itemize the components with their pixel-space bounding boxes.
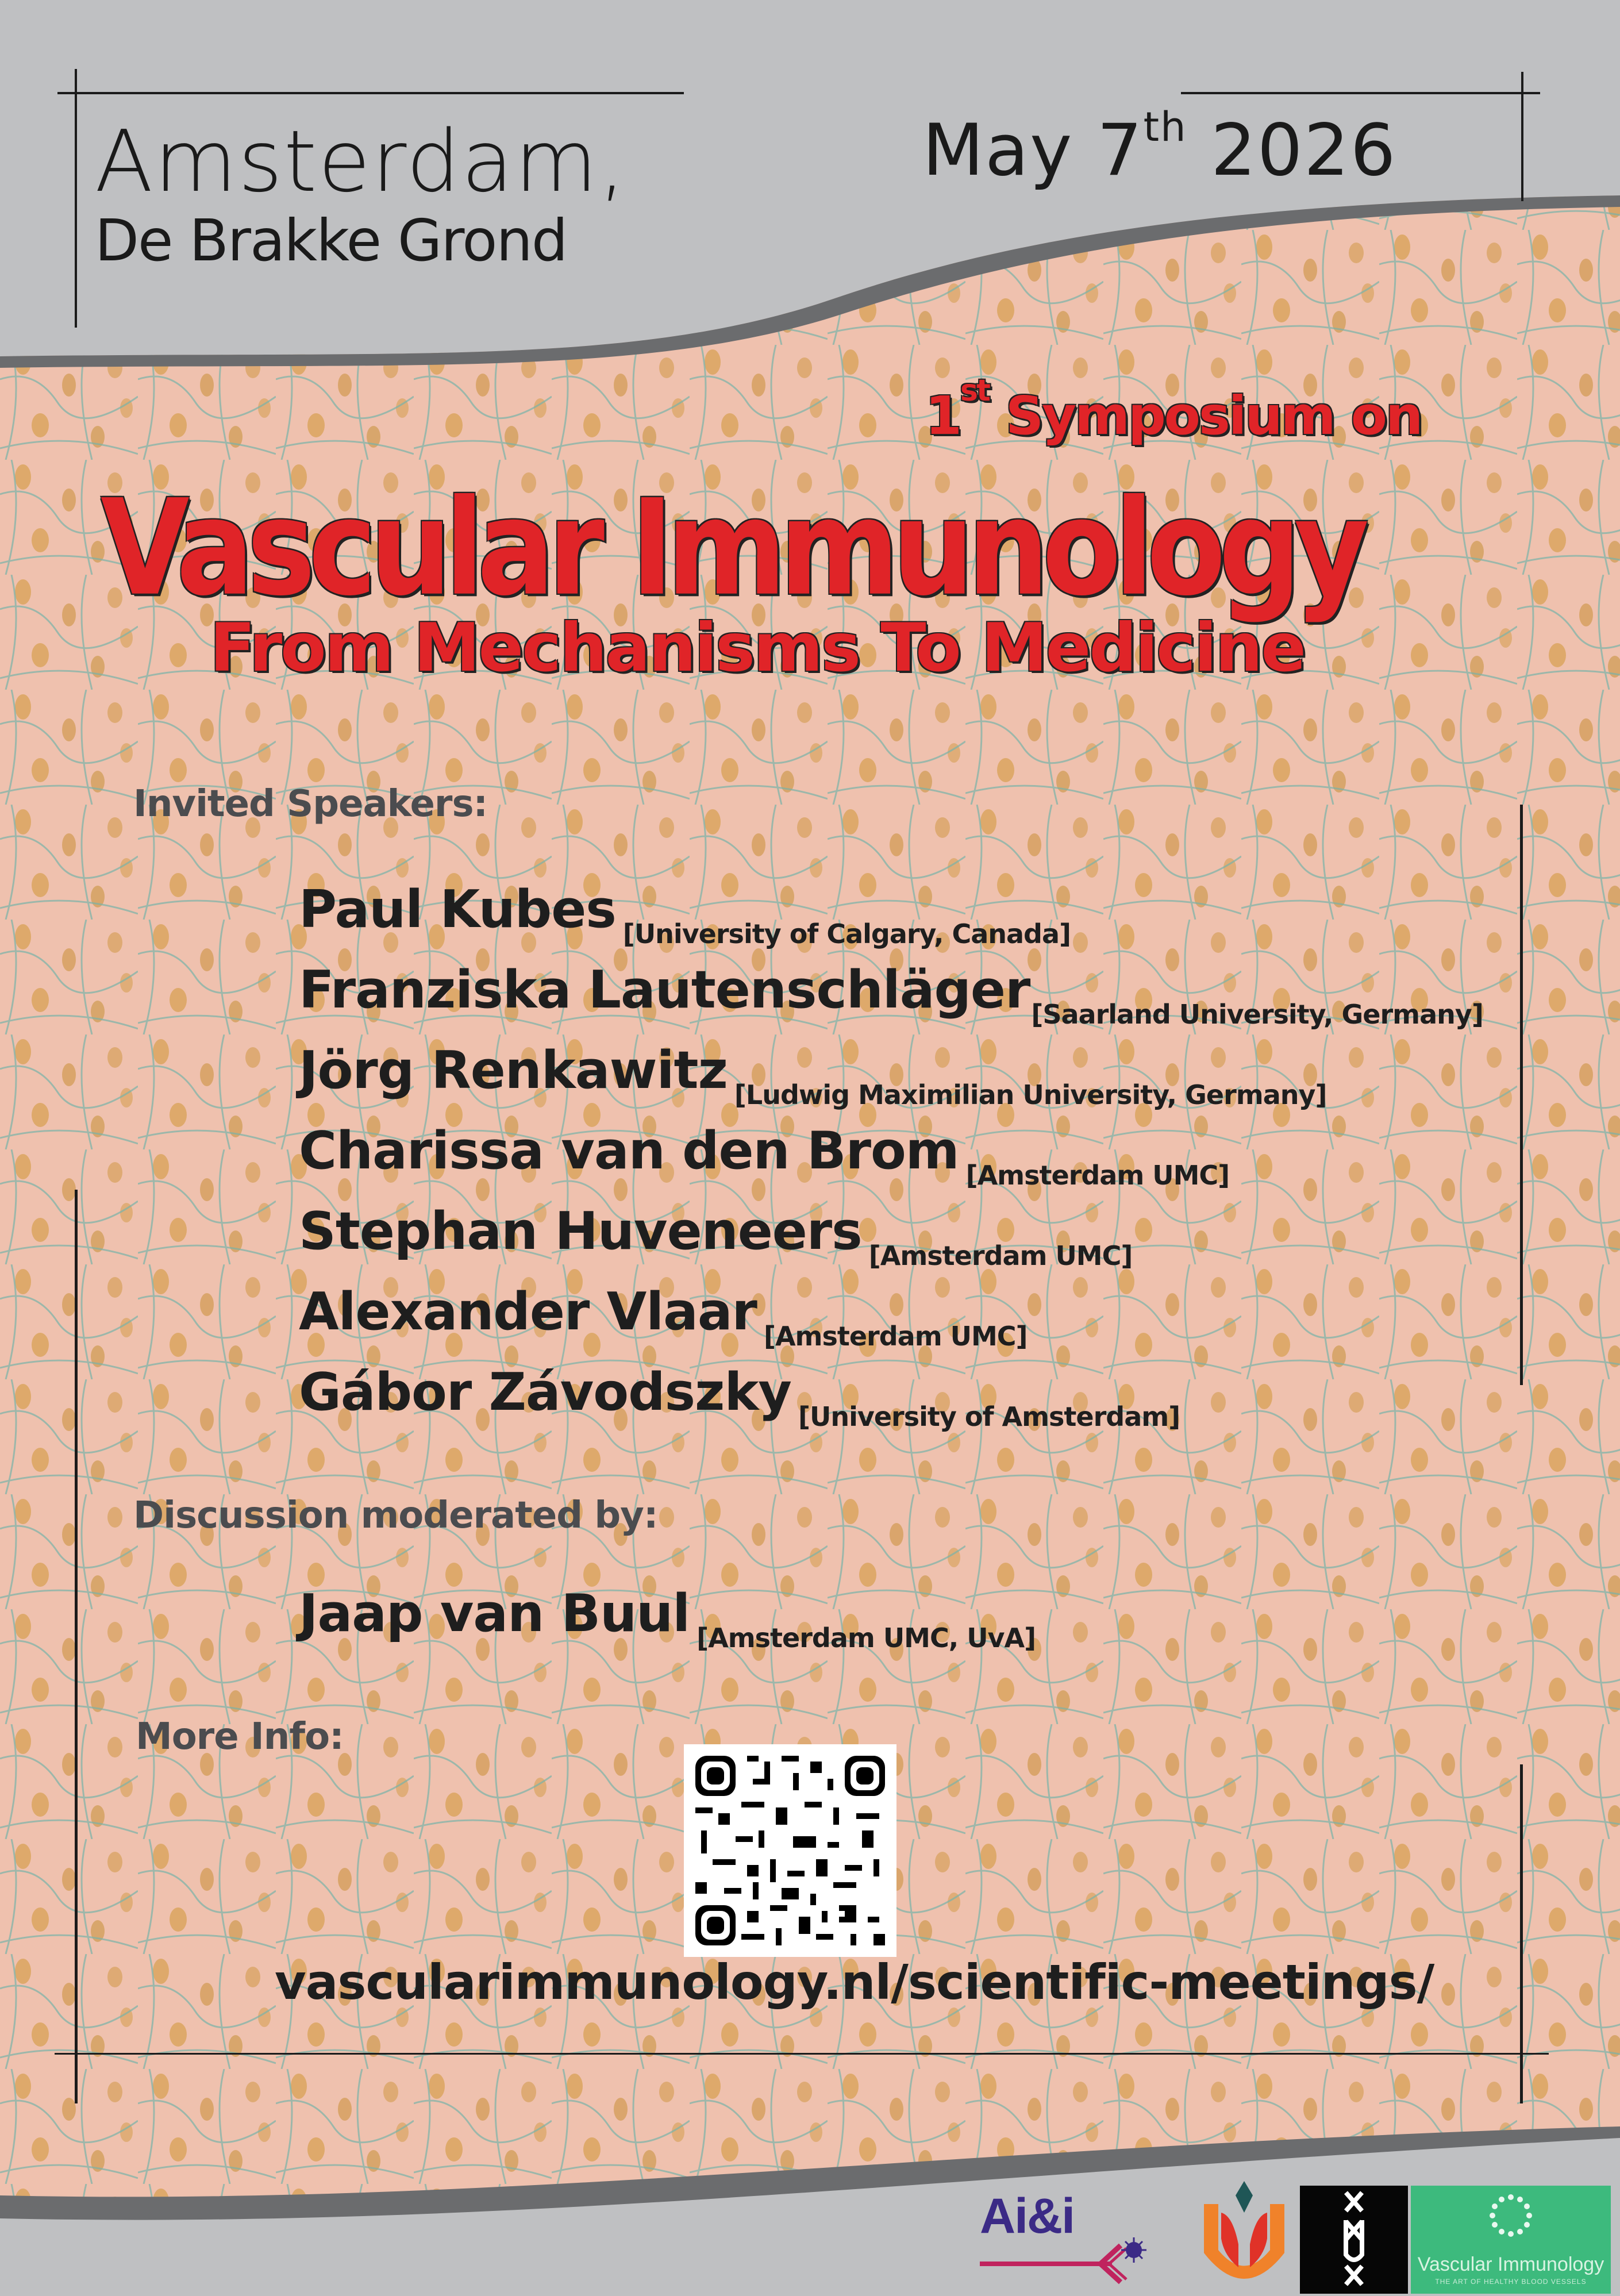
speaker-item [299,1201,1133,1271]
vascular-logo-text: Vascular Immunology [1417,2253,1604,2275]
speaker-affiliation: [Ludwig Maximilian University, Germany] [734,1079,1327,1110]
tulip-icon [1198,2181,1290,2290]
speaker-affiliation: [Saarland University, Germany] [1031,999,1483,1030]
invited-speakers-label: Invited Speakers: [133,783,488,825]
moderator-label: Discussion moderated by: [133,1494,658,1537]
speaker-name: Charissa van den Brom [299,1121,959,1181]
moderator-name: Jaap van Buul [299,1583,690,1644]
speaker-affiliation: [Amsterdam UMC] [763,1321,1028,1352]
aii-logo-text: Ai&i [980,2189,1074,2244]
ordinal-suffix: st [960,374,989,408]
ordinal: 1 [925,385,961,447]
more-info-label: More Info: [136,1716,344,1758]
speaker-name: Gábor Závodszky [299,1362,791,1422]
moderator-affiliation: [Amsterdam UMC, UvA] [697,1622,1036,1653]
speaker-item [299,1121,1230,1191]
speaker-item [299,879,1071,949]
tulip-logo [1198,2181,1290,2290]
speaker-affiliation: [University of Amsterdam] [798,1401,1180,1432]
speaker-name: Stephan Huveneers [299,1201,862,1262]
speaker-name: Alexander Vlaar [299,1282,757,1342]
speaker-item [299,1282,1028,1352]
frame-right-v-upper [1520,805,1523,1385]
symposium-ordinal-line [925,374,1422,447]
more-info-url[interactable]: vascularimmunology.nl/scientific-meetings/ [275,1954,1434,2010]
qr-code-icon[interactable] [684,1744,896,1957]
vascular-logo-tagline: THE ART OF HEALTHY BLOOD VESSELS [1435,2278,1587,2286]
xxx-u-icon [1300,2186,1408,2294]
venue-label: De Brakke Grond [95,207,567,274]
speaker-item [299,1362,1180,1432]
qr-code-graphic [684,1744,896,1957]
aii-logo [980,2189,1152,2285]
speaker-name: Paul Kubes [299,879,616,940]
event-date [922,103,1397,192]
speaker-affiliation: [University of Calgary, Canada] [622,918,1071,949]
vascular-immunology-logo [1411,2186,1611,2294]
frame-bottom-h [55,2053,1549,2055]
uva-logo [1300,2186,1408,2294]
date-suffix: th [1143,103,1187,151]
speaker-affiliation: [Amsterdam UMC] [868,1240,1133,1271]
speaker-affiliation: [Amsterdam UMC] [965,1160,1230,1191]
speaker-item [299,960,1483,1030]
speaker-name: Jörg Renkawitz [299,1040,728,1101]
moderator-item [299,1583,1036,1653]
frame-top-right-h [1181,92,1540,94]
date-month-day: May 7 [922,109,1144,192]
date-year: 2026 [1210,109,1397,192]
frame-top-right-v [1521,72,1523,201]
city-label: Amsterdam, [95,112,627,211]
speaker-name: Franziska Lautenschläger [299,960,1030,1020]
subtitle: From Mechanisms To Medicine [210,609,1305,687]
main-title: Vascular Immunology [101,471,1363,625]
dotted-ring-icon [1411,2186,1611,2255]
pre-title: Symposium on [1005,385,1422,447]
frame-left-v [75,1190,78,2103]
frame-top-left-h [57,92,684,94]
frame-top-left-v [75,69,77,328]
speaker-item [299,1040,1327,1110]
